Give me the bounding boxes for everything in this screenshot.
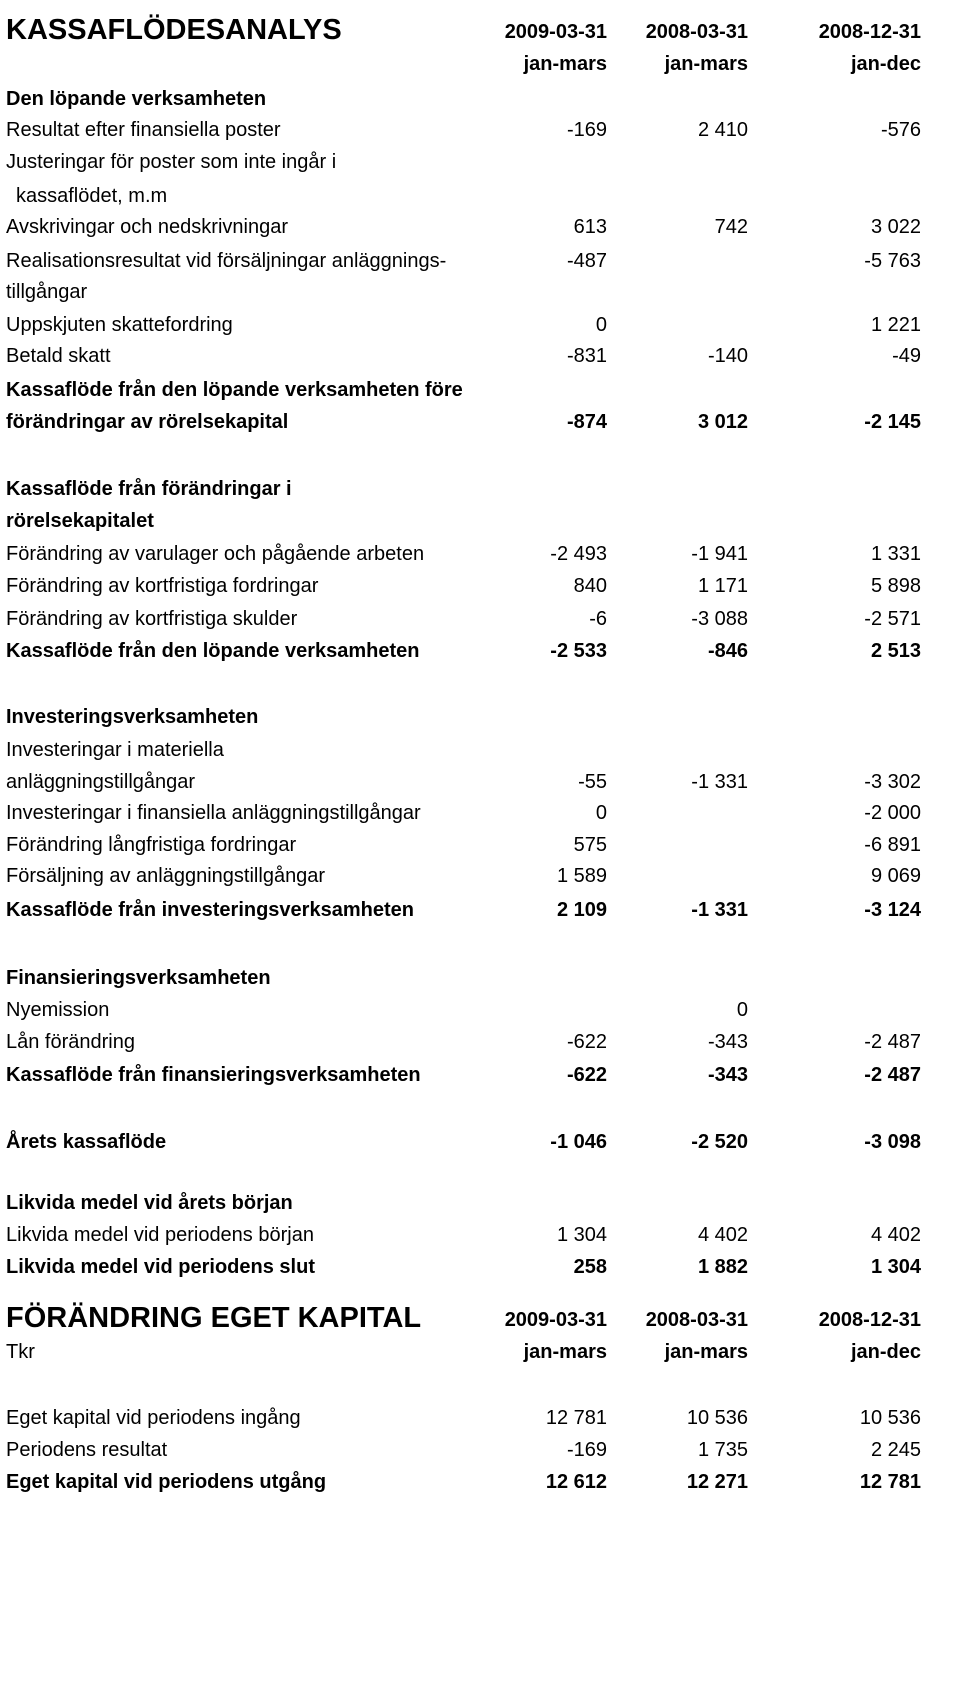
row-value: -2 000: [864, 802, 921, 824]
row-value: 3 012: [697, 411, 748, 433]
row-label: Nyemission: [6, 999, 110, 1021]
row-label: Investeringar i materiella: [6, 739, 224, 761]
row-label: Förändring av kortfristiga fordringar: [6, 575, 319, 597]
column-period-header: jan-mars: [664, 53, 748, 75]
row-label: Förändring långfristiga fordringar: [6, 834, 297, 856]
row-label: Årets kassaflöde: [6, 1131, 167, 1153]
row-label: Uppskjuten skattefordring: [6, 314, 233, 336]
equity-header-row-2: [0, 1336, 960, 1368]
table-row: [0, 829, 960, 861]
row-label: Likvida medel vid årets början: [6, 1192, 293, 1214]
row-value: -2 145: [864, 411, 921, 433]
row-value: -622: [566, 1031, 607, 1053]
table-row: [0, 894, 960, 926]
table-row: [0, 860, 960, 892]
column-date-header: 2009-03-31: [504, 21, 607, 43]
row-value: 0: [595, 802, 607, 824]
row-value: 1 304: [556, 1224, 607, 1246]
row-value: 1 221: [870, 314, 921, 336]
row-label: rörelsekapitalet: [6, 510, 154, 532]
row-value: 2 245: [870, 1439, 921, 1461]
table-row: [0, 734, 960, 766]
row-label: Kassaflöde från förändringar i: [6, 478, 292, 500]
row-label: Avskrivingar och nedskrivningar: [6, 216, 288, 238]
row-label: anläggningstillgångar: [6, 771, 196, 793]
column-period-header: jan-mars: [523, 1341, 607, 1363]
row-label: Finansieringsverksamheten: [6, 967, 271, 989]
table-row: [0, 146, 960, 178]
table-row: [0, 505, 960, 537]
row-label: Förändring av kortfristiga skulder: [6, 608, 298, 630]
row-value: -874: [566, 411, 607, 433]
row-value: 1 589: [556, 865, 607, 887]
row-label: Kassaflöde från finansieringsverksamheten: [6, 1064, 421, 1086]
row-label: Betald skatt: [6, 345, 111, 367]
table-row: [0, 1219, 960, 1251]
cashflow-header-row-2: [0, 48, 960, 80]
table-row: [0, 180, 960, 212]
table-row: [0, 83, 960, 115]
row-value: -169: [566, 119, 607, 141]
row-value: -6: [589, 608, 607, 630]
row-value: -622: [566, 1064, 607, 1086]
row-value: 613: [573, 216, 607, 238]
cashflow-title: KASSAFLÖDESANALYS: [6, 14, 342, 46]
row-label: Kassaflöde från den löpande verksamheten före: [6, 379, 463, 401]
row-label: Likvida medel vid periodens slut: [6, 1256, 315, 1278]
table-row: [0, 701, 960, 733]
row-value: 1 882: [697, 1256, 748, 1278]
column-period-header: jan-dec: [850, 1341, 921, 1363]
table-row: [0, 473, 960, 505]
row-value: -846: [707, 640, 748, 662]
table-row: [0, 994, 960, 1026]
row-value: -6 891: [864, 834, 921, 856]
table-row: [0, 1059, 960, 1091]
row-value: 12 271: [686, 1471, 748, 1493]
table-row: [0, 245, 960, 277]
row-value: -2 520: [691, 1131, 748, 1153]
column-date-header: 2009-03-31: [504, 1309, 607, 1331]
column-period-header: jan-mars: [523, 53, 607, 75]
row-label: Den löpande verksamheten: [6, 88, 267, 110]
row-value: -2 571: [864, 608, 921, 630]
row-label: Investeringar i finansiella anläggningstillgångar: [6, 802, 421, 824]
table-row: [0, 406, 960, 438]
row-value: -576: [880, 119, 921, 141]
row-value: 1 735: [697, 1439, 748, 1461]
table-row: [0, 1434, 960, 1466]
row-value: -1 331: [691, 899, 748, 921]
row-value: -2 487: [864, 1031, 921, 1053]
table-row: [0, 635, 960, 667]
row-value: -49: [892, 345, 921, 367]
column-period-header: jan-dec: [850, 53, 921, 75]
table-row: [0, 114, 960, 146]
row-value: 5 898: [870, 575, 921, 597]
row-value: 4 402: [870, 1224, 921, 1246]
row-value: 3 022: [870, 216, 921, 238]
row-value: 258: [573, 1256, 607, 1278]
row-value: 1 171: [697, 575, 748, 597]
row-label: Förändring av varulager och pågående arbeten: [6, 543, 425, 565]
row-value: -2 533: [550, 640, 607, 662]
row-label: Kassaflöde från investeringsverksamheten: [6, 899, 414, 921]
table-row: [0, 1251, 960, 1283]
row-value: -2 487: [864, 1064, 921, 1086]
row-label: Realisationsresultat vid försäljningar anläggnings-: [6, 250, 447, 272]
row-value: -140: [707, 345, 748, 367]
equity-title: FÖRÄNDRING EGET KAPITAL: [6, 1302, 422, 1334]
row-value: -3 302: [864, 771, 921, 793]
row-value: -3 124: [864, 899, 921, 921]
row-value: 2 513: [870, 640, 921, 662]
table-row: [0, 570, 960, 602]
row-value: -5 763: [864, 250, 921, 272]
table-row: [0, 211, 960, 243]
row-value: 12 612: [545, 1471, 607, 1493]
table-row: [0, 538, 960, 570]
row-label: Försäljning av anläggningstillgångar: [6, 865, 326, 887]
table-row: [0, 1126, 960, 1158]
row-value: 12 781: [545, 1407, 607, 1429]
table-row: [0, 276, 960, 308]
row-value: -1 331: [691, 771, 748, 793]
row-value: 0: [595, 314, 607, 336]
row-value: -2 493: [550, 543, 607, 565]
row-label: Eget kapital vid periodens utgång: [6, 1471, 327, 1493]
column-date-header: 2008-12-31: [818, 21, 921, 43]
row-label: Justeringar för poster som inte ingår i: [6, 151, 337, 173]
row-value: -3 098: [864, 1131, 921, 1153]
table-row: [0, 603, 960, 635]
row-value: -487: [566, 250, 607, 272]
row-value: 2 410: [697, 119, 748, 141]
row-label: Resultat efter finansiella poster: [6, 119, 281, 141]
row-label: Lån förändring: [6, 1031, 135, 1053]
row-label: Likvida medel vid periodens början: [6, 1224, 314, 1246]
row-value: 0: [736, 999, 748, 1021]
table-row: [0, 309, 960, 341]
table-row: [0, 1466, 960, 1498]
row-value: 1 304: [870, 1256, 921, 1278]
row-value: 4 402: [697, 1224, 748, 1246]
row-value: -3 088: [691, 608, 748, 630]
row-label: förändringar av rörelsekapital: [6, 411, 289, 433]
table-row: [0, 1026, 960, 1058]
cashflow-header-row-1: [0, 16, 960, 48]
column-date-header: 2008-03-31: [645, 1309, 748, 1331]
table-row: [0, 1187, 960, 1219]
table-row: [0, 340, 960, 372]
table-row: [0, 1402, 960, 1434]
row-label: Periodens resultat: [6, 1439, 168, 1461]
row-value: 1 331: [870, 543, 921, 565]
equity-header-row-1: [0, 1304, 960, 1336]
table-row: [0, 962, 960, 994]
row-label: kassaflödet, m.m: [16, 185, 168, 207]
row-label: Eget kapital vid periodens ingång: [6, 1407, 301, 1429]
row-label: Investeringsverksamheten: [6, 706, 259, 728]
row-label: Kassaflöde från den löpande verksamheten: [6, 640, 420, 662]
row-value: -1 046: [550, 1131, 607, 1153]
row-value: 840: [573, 575, 607, 597]
row-label: tillgångar: [6, 281, 88, 303]
table-row: [0, 374, 960, 406]
row-value: 2 109: [556, 899, 607, 921]
row-value: -169: [566, 1439, 607, 1461]
column-date-header: 2008-03-31: [645, 21, 748, 43]
row-value: 10 536: [859, 1407, 921, 1429]
unit-label: Tkr: [6, 1341, 35, 1363]
row-value: 575: [573, 834, 607, 856]
row-value: -343: [707, 1064, 748, 1086]
column-date-header: 2008-12-31: [818, 1309, 921, 1331]
column-period-header: jan-mars: [664, 1341, 748, 1363]
row-value: -55: [578, 771, 607, 793]
table-row: [0, 766, 960, 798]
row-value: 9 069: [870, 865, 921, 887]
row-value: -343: [707, 1031, 748, 1053]
row-value: -1 941: [691, 543, 748, 565]
table-row: [0, 797, 960, 829]
row-value: -831: [566, 345, 607, 367]
row-value: 10 536: [686, 1407, 748, 1429]
row-value: 12 781: [859, 1471, 921, 1493]
row-value: 742: [714, 216, 748, 238]
